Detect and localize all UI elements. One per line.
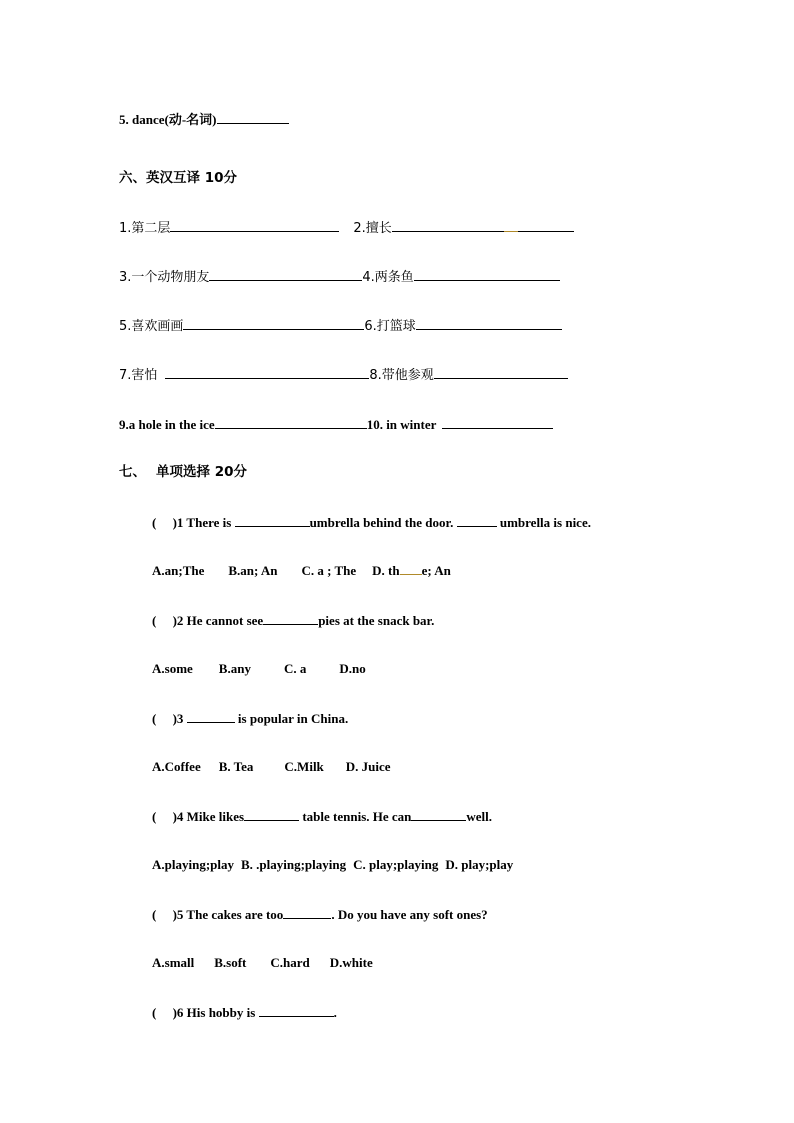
question-end: is popular in China.: [237, 711, 349, 726]
translation-row-5: [119, 416, 553, 433]
mc-question-5: [152, 906, 488, 923]
answer-blank[interactable]: [235, 514, 310, 527]
answer-blank[interactable]: [263, 612, 318, 625]
mc-options-4: [152, 857, 513, 873]
translation-item-4: 4.两条鱼: [362, 270, 414, 285]
option-b[interactable]: B. .playing;playing: [241, 857, 347, 872]
question-end: umbrella is nice.: [499, 515, 591, 530]
mc-options-1: [152, 563, 451, 579]
highlight-mark: [504, 221, 518, 232]
answer-blank[interactable]: [434, 366, 568, 379]
section-6-title: 六、英汉互译 10分: [119, 170, 237, 186]
question-prefix: ( )6 His hobby is: [152, 1005, 256, 1020]
option-a[interactable]: A.an;The: [152, 563, 205, 578]
option-c[interactable]: C.Milk: [284, 759, 324, 774]
mc-options-2: [152, 661, 366, 677]
answer-blank[interactable]: [414, 268, 560, 281]
answer-blank[interactable]: [183, 317, 364, 330]
answer-blank[interactable]: [209, 268, 362, 281]
mc-question-4: [152, 808, 492, 825]
answer-blank[interactable]: [518, 219, 574, 232]
translation-item-5: 5.喜欢画画: [119, 319, 184, 334]
option-d[interactable]: D. play;play: [445, 857, 514, 872]
translation-item-7: 7.害怕: [119, 368, 158, 383]
section-7-number: 七、: [119, 464, 146, 480]
question-prefix: ( )5 The cakes are too: [152, 907, 284, 922]
translation-row-4: [119, 366, 568, 384]
translation-item-10: 10. in winter: [366, 417, 437, 432]
question-prefix: ( )1 There is: [152, 515, 232, 530]
answer-blank[interactable]: [416, 317, 562, 330]
answer-blank[interactable]: [392, 219, 504, 232]
option-b[interactable]: B.an; An: [228, 563, 278, 578]
question-middle: table tennis. He can: [302, 809, 412, 824]
translation-item-1: 1.第二层: [119, 221, 171, 236]
translation-row-3: [119, 317, 562, 335]
question-prefix: ( )3: [152, 711, 184, 726]
mc-question-2: [152, 612, 434, 629]
question-end: .: [333, 1005, 337, 1020]
answer-blank[interactable]: [259, 1004, 334, 1017]
mc-question-3: [152, 710, 348, 727]
translation-row-1: [119, 219, 574, 237]
section-7-text: 单项选择 20分: [156, 464, 247, 480]
mc-question-6: [152, 1004, 337, 1021]
translation-item-8: 8.带他参观: [369, 368, 434, 383]
option-b[interactable]: B. Tea: [218, 759, 254, 774]
option-d[interactable]: D. Juice: [345, 759, 391, 774]
translation-item-6: 6.打篮球: [364, 319, 416, 334]
answer-blank[interactable]: [283, 906, 331, 919]
mc-options-5: [152, 955, 373, 971]
question-dance-noun: [119, 111, 289, 128]
mc-question-1: [152, 514, 591, 531]
option-c[interactable]: C.hard: [270, 955, 310, 970]
option-d[interactable]: D.no: [339, 661, 366, 676]
question-prefix: ( )2 He cannot see: [152, 613, 264, 628]
section-7-title: [119, 464, 247, 480]
question-end: pies at the snack bar.: [318, 613, 435, 628]
answer-blank[interactable]: [217, 111, 289, 124]
answer-blank[interactable]: [170, 219, 339, 232]
answer-blank[interactable]: [165, 366, 369, 379]
question-text: 5. dance(动-名词): [119, 112, 217, 127]
answer-blank[interactable]: [442, 416, 553, 429]
mc-options-3: [152, 759, 391, 775]
option-c[interactable]: C. a: [283, 661, 307, 676]
answer-blank[interactable]: [215, 416, 367, 429]
question-end: well.: [466, 809, 493, 824]
question-middle: umbrella behind the door.: [309, 515, 454, 530]
answer-blank[interactable]: [411, 808, 466, 821]
option-a[interactable]: A.Coffee: [152, 759, 201, 774]
translation-item-2: 2.擅长: [353, 221, 392, 236]
translation-row-2: [119, 268, 560, 286]
option-b[interactable]: B.any: [218, 661, 251, 676]
highlight-mark: [400, 564, 422, 575]
answer-blank[interactable]: [244, 808, 299, 821]
answer-blank[interactable]: [187, 710, 235, 723]
option-b[interactable]: B.soft: [214, 955, 247, 970]
option-a[interactable]: A.small: [152, 955, 195, 970]
question-prefix: ( )4 Mike likes: [152, 809, 245, 824]
translation-item-3: 3.一个动物朋友: [119, 270, 210, 285]
question-end: . Do you have any soft ones?: [331, 907, 488, 922]
option-a[interactable]: A.playing;play: [152, 857, 234, 872]
option-d[interactable]: D.white: [329, 955, 373, 970]
option-d[interactable]: D. th e; An: [372, 563, 451, 578]
option-a[interactable]: A.some: [152, 661, 193, 676]
option-c[interactable]: C. play;playing: [353, 857, 439, 872]
option-c[interactable]: C. a ; The: [301, 563, 357, 578]
translation-item-9: 9.a hole in the ice: [119, 417, 215, 432]
answer-blank[interactable]: [457, 514, 497, 527]
